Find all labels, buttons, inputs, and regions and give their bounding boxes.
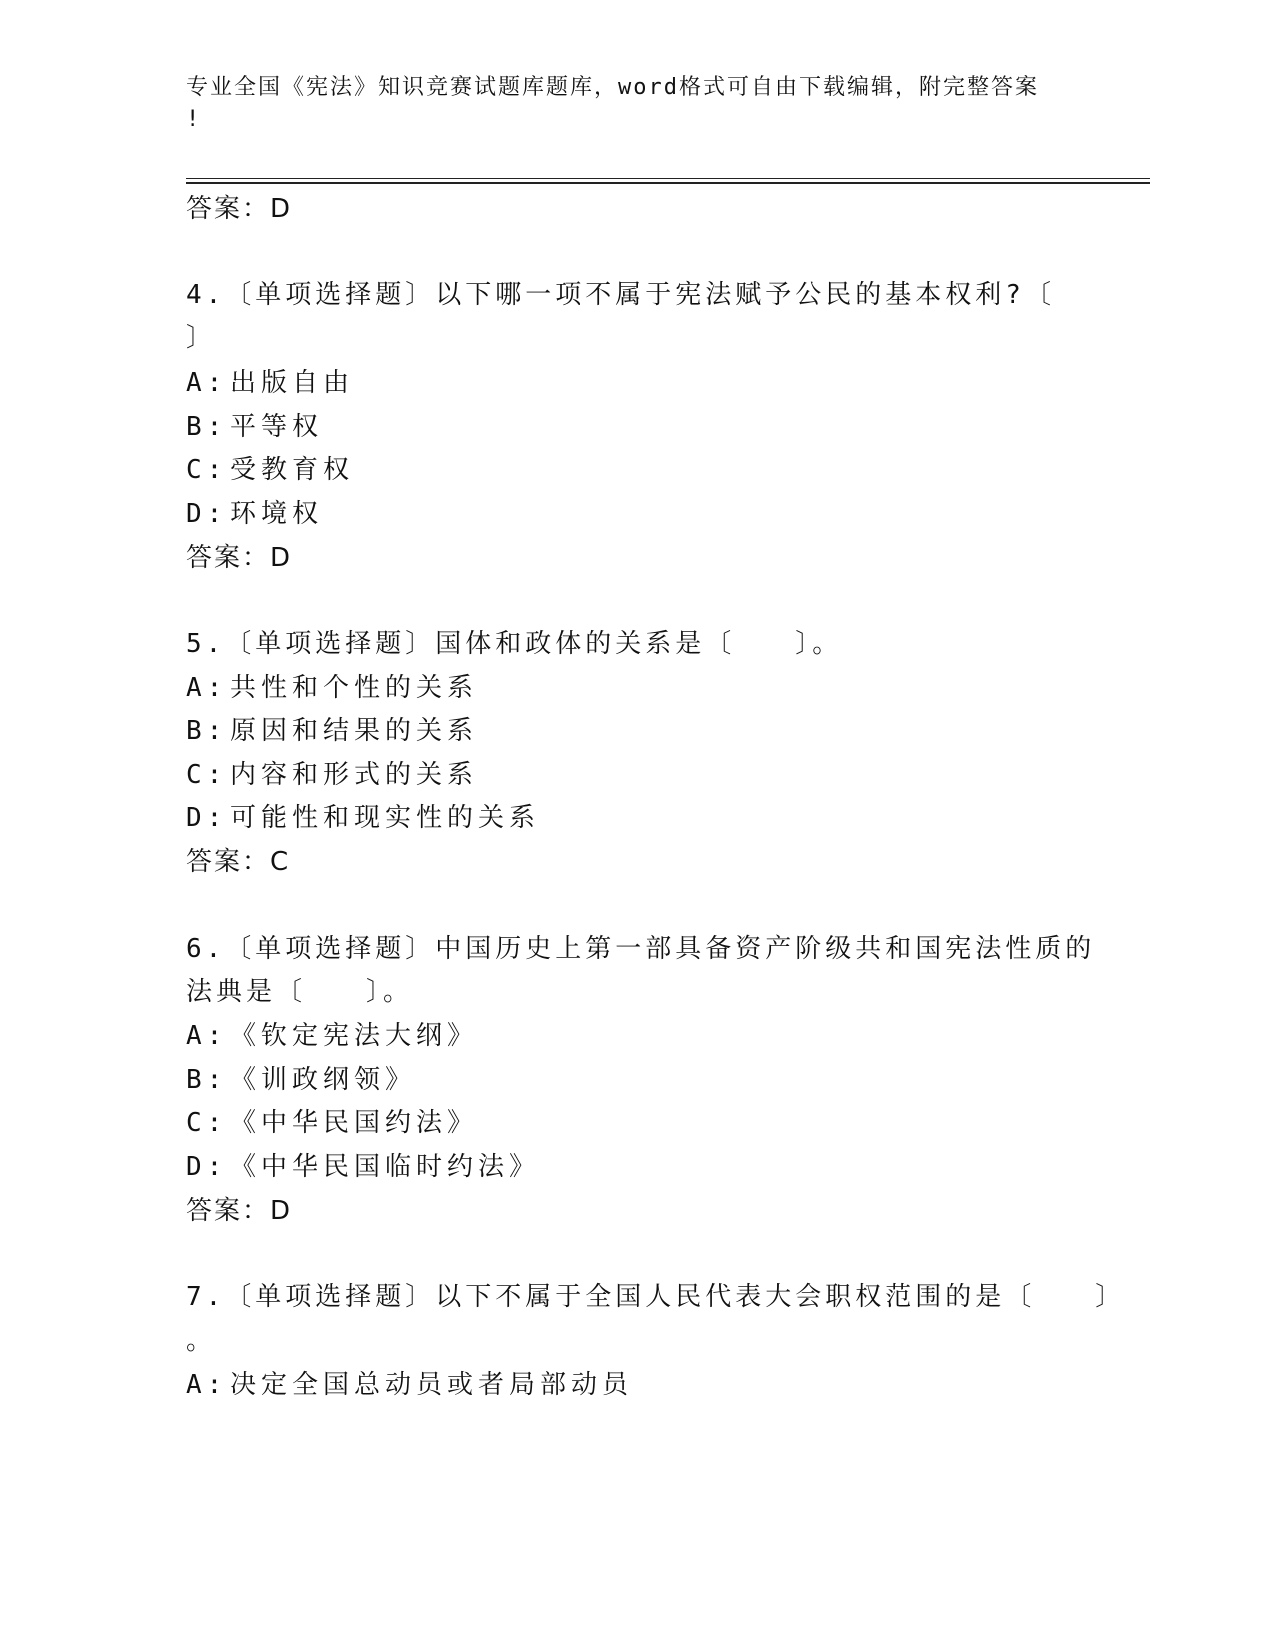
question-6-option-a <box>186 1015 478 1052</box>
option-text: 受教育权 <box>230 455 355 485</box>
question-6-option-d <box>186 1146 540 1183</box>
question-4-option-b <box>186 406 323 443</box>
question-6-text: 6.〔单项选择题〕中国历史上第一部具备资产阶级共和国宪法性质的 <box>186 934 1096 964</box>
option-text: 《中华民国约法》 <box>230 1108 479 1138</box>
question-5-text: 5.〔单项选择题〕国体和政体的关系是〔 〕。 <box>186 629 843 659</box>
document-header <box>186 72 1066 136</box>
answer-q5: 答案：C <box>186 847 291 877</box>
question-7-text-continuation: 。 <box>186 1326 217 1356</box>
question-4-option-c <box>186 449 354 486</box>
question-4-option-a <box>186 362 354 399</box>
answer-q6: 答案：D <box>186 1196 293 1226</box>
option-label: A: <box>186 673 228 703</box>
option-label: B: <box>186 1065 228 1095</box>
option-label: A: <box>186 368 228 398</box>
option-text: 《钦定宪法大纲》 <box>230 1021 479 1051</box>
option-text: 原因和结果的关系 <box>230 716 479 746</box>
option-label: D: <box>186 803 228 833</box>
answer-q3: 答案：D <box>186 194 293 224</box>
option-label: D: <box>186 499 228 529</box>
option-text: 共性和个性的关系 <box>230 673 479 703</box>
header-rule-thick <box>186 182 1150 184</box>
option-label: B: <box>186 716 228 746</box>
option-label: C: <box>186 760 228 790</box>
question-4-text-continuation: 〕 <box>186 323 217 353</box>
option-label: A: <box>186 1370 228 1400</box>
option-label: D: <box>186 1152 228 1182</box>
question-5-option-b <box>186 710 478 747</box>
question-7-option-a <box>186 1364 633 1401</box>
header-title-continuation: ! <box>186 107 202 132</box>
option-label: B: <box>186 412 228 442</box>
answer-q4: 答案：D <box>186 543 293 573</box>
option-label: A: <box>186 1021 228 1051</box>
option-text: 《训政纲领》 <box>230 1065 417 1095</box>
option-text: 决定全国总动员或者局部动员 <box>230 1370 634 1400</box>
option-text: 出版自由 <box>230 368 355 398</box>
header-rule-thin <box>186 178 1150 179</box>
option-label: C: <box>186 1108 228 1138</box>
question-5-option-c <box>186 754 478 791</box>
question-4-text: 4.〔单项选择题〕以下哪一项不属于宪法赋予公民的基本权利?〔 <box>186 280 1055 310</box>
question-4-option-d <box>186 493 323 530</box>
question-7-text: 7.〔单项选择题〕以下不属于全国人民代表大会职权范围的是〔 〕 <box>186 1282 1126 1312</box>
question-5-option-d <box>186 797 540 834</box>
option-text: 《中华民国临时约法》 <box>230 1152 541 1182</box>
option-text: 内容和形式的关系 <box>230 760 479 790</box>
question-6-option-c <box>186 1102 478 1139</box>
option-label: C: <box>186 455 228 485</box>
question-5-option-a <box>186 667 478 704</box>
option-text: 可能性和现实性的关系 <box>230 803 541 833</box>
option-text: 环境权 <box>230 499 324 529</box>
question-6-text-continuation: 法典是〔 〕。 <box>186 977 414 1007</box>
question-6-option-b <box>186 1059 416 1096</box>
option-text: 平等权 <box>230 412 324 442</box>
header-title: 专业全国《宪法》知识竞赛试题库题库，word格式可自由下载编辑，附完整答案 <box>186 75 1039 100</box>
